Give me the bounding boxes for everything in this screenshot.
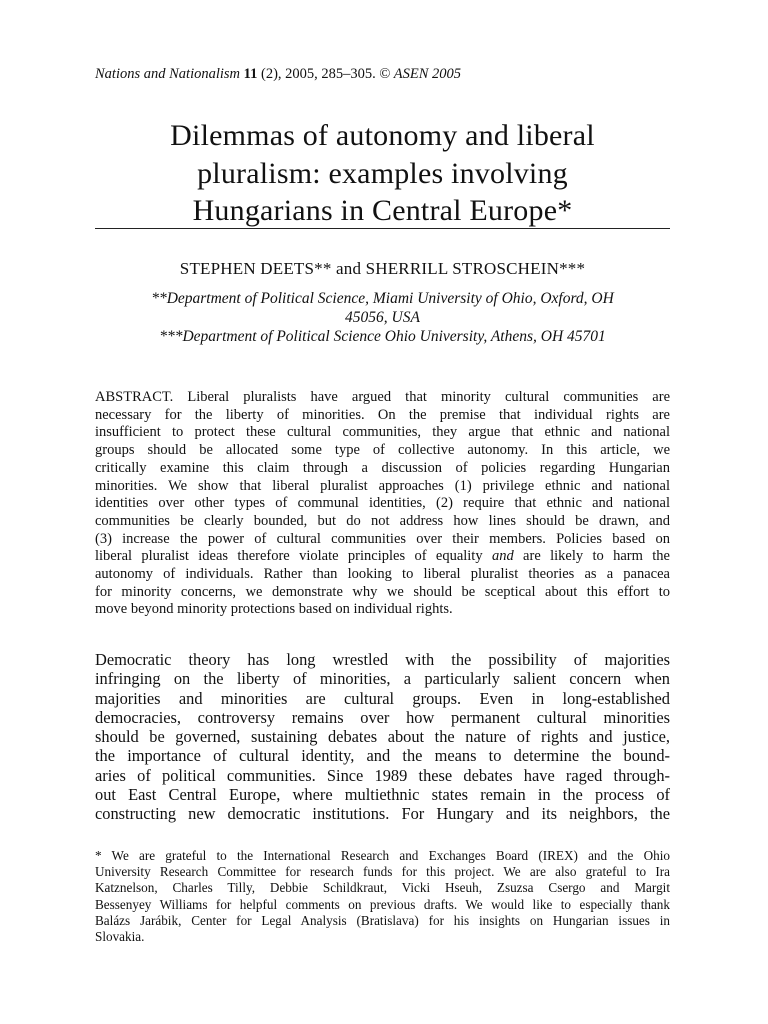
author-affiliations xyxy=(95,289,670,346)
abstract-line: for minority concerns, we demonstrate why we should be sceptical about this effort to xyxy=(95,583,670,600)
body-line: aries of political communities. Since 1989 these debates have raged through- xyxy=(95,765,670,785)
abstract-line: insufficient to protect these cultural communities, they argue that ethnic and national xyxy=(95,424,670,441)
affiliation-line: **Department of Political Science, Miami University of Ohio, Oxford, OH xyxy=(151,290,614,307)
journal-citation xyxy=(95,66,461,83)
body-line: Democratic theory has long wrestled with the possibility of majorities xyxy=(95,650,670,669)
abstract-line xyxy=(95,548,670,566)
title-line: Hungarians in Central Europe* xyxy=(192,194,573,227)
footnote-line: Balázs Jarábik, Center for Legal Analysis (Bratislava) for his insights on Hungarian issues in xyxy=(95,912,670,928)
journal-name: Nations and Nationalism xyxy=(95,66,241,82)
article-title xyxy=(95,117,670,230)
abstract-line: groups should be allocated some type of collective autonomy. In this article, we xyxy=(95,442,670,459)
title-rule xyxy=(95,228,670,229)
body-line: democracies, controversy remains over how permanent cultural minorities xyxy=(95,707,670,727)
footnote-line: * We are grateful to the International Research and Exchanges Board (IREX) and the Ohio xyxy=(95,848,670,863)
footnote-line: Slovakia. xyxy=(95,929,145,945)
abstract-line: ABSTRACT. Liberal pluralists have argued that minority cultural communities are xyxy=(95,389,670,405)
affiliation-line: ***Department of Political Science Ohio University, Athens, OH 45701 xyxy=(159,328,606,345)
abstract xyxy=(95,389,670,619)
body-line: the importance of cultural identity, and the means to determine the bound- xyxy=(95,746,670,766)
abstract-emphasis: and xyxy=(491,548,514,565)
footnote-line: Katznelson, Charles Tilly, Debbie Schildkraut, Vicki Hseuh, Zsuzsa Csergo and Margit xyxy=(95,880,670,896)
abstract-line: (3) increase the power of cultural communities over their members. Policies based on xyxy=(95,530,670,547)
abstract-line: necessary for the liberty of minorities. On the premise that individual rights are xyxy=(95,406,670,423)
journal-issue-pages: (2), 2005, 285–305. xyxy=(257,66,380,82)
affiliation-line: 45056, USA xyxy=(345,309,420,326)
journal-publisher: ASEN 2005 xyxy=(390,66,462,82)
body-line: infringing on the liberty of minorities, a particularly salient concern when xyxy=(95,669,670,689)
body-paragraph xyxy=(95,650,670,824)
abstract-line: minorities. We show that liberal pluralist approaches (1) privilege ethnic and national xyxy=(95,477,670,494)
journal-volume: 11 xyxy=(243,66,258,82)
title-line: Dilemmas of autonomy and liberal xyxy=(170,119,595,152)
abstract-text: liberal pluralist ideas therefore violate principles of equality xyxy=(95,548,492,565)
abstract-line: autonomy of individuals. Rather than looking to liberal pluralist theories as a panacea xyxy=(95,566,670,583)
footnote xyxy=(95,848,670,945)
body-line: constructing new democratic institutions. For Hungary and its neighbors, the xyxy=(95,804,670,824)
footnote-line: University Research Committee for research funds for this project. We are also grateful to Ira xyxy=(95,864,670,880)
author-names: STEPHEN DEETS** and SHERRILL STROSCHEIN*** xyxy=(179,259,586,278)
abstract-line: move beyond minority protections based on individual rights. xyxy=(95,601,453,618)
abstract-line: identities over other types of communal identities, (2) require that ethnic and national xyxy=(95,495,670,512)
abstract-line: communities be clearly bounded, but do not address how lines should be drawn, and xyxy=(95,512,670,529)
article-page xyxy=(95,0,670,1024)
body-line: majorities and minorities are cultural groups. Even in long-established xyxy=(95,688,670,708)
copyright-symbol: © xyxy=(379,66,391,82)
abstract-line: critically examine this claim through a discussion of policies regarding Hungarian xyxy=(95,459,670,476)
footnote-line: Bessenyey Williams for helpful comments on previous drafts. We would like to especially thank xyxy=(95,896,670,912)
title-line: pluralism: examples involving xyxy=(197,156,568,190)
abstract-text: are likely to harm the xyxy=(513,548,670,565)
body-line: out East Central Europe, where multiethnic states remain in the process of xyxy=(95,785,670,805)
body-line: should be governed, sustaining debates about the nature of rights and justice, xyxy=(95,727,670,747)
